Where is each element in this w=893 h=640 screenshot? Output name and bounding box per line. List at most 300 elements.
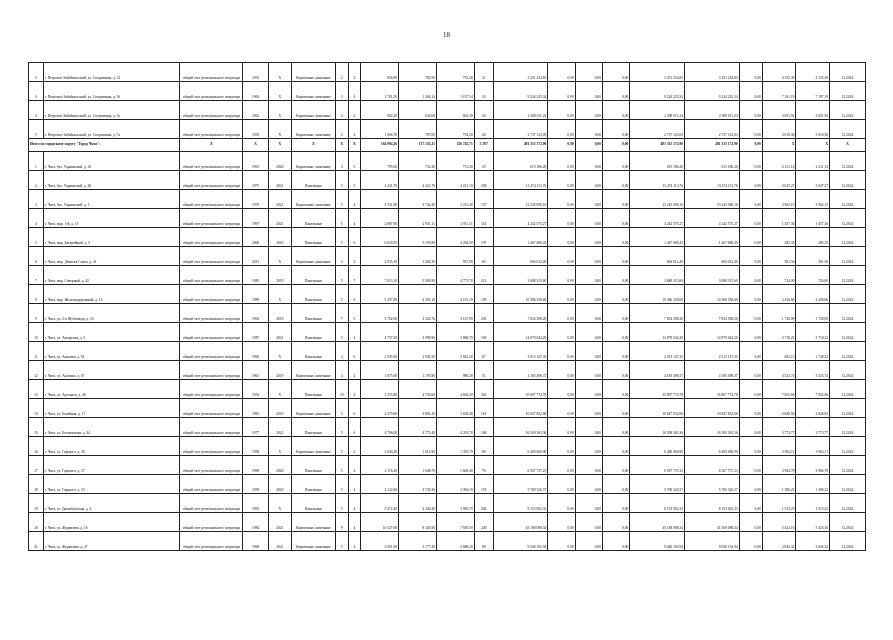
table-cell: 1985 [243, 266, 268, 285]
table-cell: Панельные [291, 228, 335, 247]
table-cell: 3 688 315,60 [630, 266, 685, 285]
table-cell: г. Чита, мкр. Девичья Сопка, д. 41 [43, 247, 180, 266]
table-cell: 0,00 [548, 456, 575, 475]
table-cell: 6 [348, 399, 361, 418]
table-cell: 615 186,20 [493, 152, 548, 171]
table-cell: 0,00 [548, 532, 575, 551]
table-cell: 1 648,70 [399, 456, 437, 475]
table-cell: 11 [29, 342, 44, 361]
table-cell: 4 221,10 [436, 171, 474, 190]
table-cell: 10 847 832,68 [630, 399, 685, 418]
table-cell: 501,56 [796, 247, 830, 266]
table-cell: 0,00 [603, 323, 630, 342]
table-cell: 5 [336, 323, 349, 342]
table-cell: 4 185 498,37 [493, 361, 548, 380]
table-cell: 161 [474, 399, 493, 418]
table-cell: 1955 [243, 120, 268, 139]
table-cell: 2 846,92 [762, 399, 796, 418]
table-cell: 6 567 737,23 [685, 456, 740, 475]
table-cell: 2 116,20 [361, 456, 399, 475]
table-cell: 9 224 225,34 [630, 82, 685, 101]
table-cell: 0,00 [548, 399, 575, 418]
table-cell: 4 [348, 190, 361, 209]
table-cell: 0,00 [603, 475, 630, 494]
table-cell: 3 [29, 82, 44, 101]
table-cell: 0,00 [575, 82, 602, 101]
table-cell: 4 242 575,27 [493, 209, 548, 228]
table-cell: 1 386,22 [796, 475, 830, 494]
table-cell: 4 [348, 494, 361, 513]
table-cell: 3 251 234,83 [685, 63, 740, 82]
table-cell: 197 [474, 228, 493, 247]
table-cell: 1959 [243, 475, 268, 494]
table-cell: 6 400 060,90 [493, 437, 548, 456]
table-cell: 0,00 [739, 285, 762, 304]
table-cell: 2021 [268, 418, 291, 437]
table-row [29, 228, 866, 247]
table-cell: 2020 [268, 152, 291, 171]
table-cell: 1963 [243, 82, 268, 101]
table-cell: 19 [29, 494, 44, 513]
table-cell: 12.2024 [830, 266, 866, 285]
table-cell: 12.2024 [830, 494, 866, 513]
table-cell: 7 [336, 304, 349, 323]
table-cell: 1 781,50 [361, 82, 399, 101]
table-cell: 7 834 508,20 [493, 304, 548, 323]
table-row [29, 494, 866, 513]
table-cell: 13 474 113,76 [685, 171, 740, 190]
table-cell: 1977 [243, 418, 268, 437]
table-cell: 2019 [268, 361, 291, 380]
table-cell: 0,00 [739, 63, 762, 82]
table-cell: 0,00 [548, 513, 575, 532]
table-cell: 682,20 [361, 101, 399, 120]
table-cell: 1994 [243, 304, 268, 323]
table-cell: 2 035,10 [361, 247, 399, 266]
table-cell: 2 [336, 101, 349, 120]
table-cell: 5 [336, 228, 349, 247]
table-cell: 12.2024 [830, 82, 866, 101]
table-cell: общий счет регионального оператора [180, 437, 243, 456]
table-cell: общий счет регионального оператора [180, 247, 243, 266]
table-cell: 3 [336, 247, 349, 266]
table-cell: 1 600,40 [436, 456, 474, 475]
table-cell: 4 122,60 [361, 475, 399, 494]
table-cell: 0,00 [548, 418, 575, 437]
table-cell: 0,00 [739, 120, 762, 139]
table-cell: Панельные [291, 323, 335, 342]
table-cell: 0,00 [603, 120, 630, 139]
table-cell: Х [268, 342, 291, 361]
table-cell: 7 834 508,20 [630, 304, 685, 323]
table-row [29, 171, 866, 190]
table-cell: 0,00 [603, 361, 630, 380]
table-cell: 2021 [268, 513, 291, 532]
table-row [29, 361, 866, 380]
table-cell: 5 335,80 [361, 380, 399, 399]
table-cell: 1960 [243, 342, 268, 361]
table-cell: 7 [348, 266, 361, 285]
table-cell: 1 467 680,45 [493, 228, 548, 247]
table-cell: общий счет регионального оператора [180, 513, 243, 532]
table-cell: 0,00 [575, 152, 602, 171]
table-cell: г. Чита, бул. Украинский, д. 26 [43, 171, 180, 190]
table-cell: Х [268, 120, 291, 139]
table-cell: 12.2024 [830, 285, 866, 304]
table-cell: 190 [474, 285, 493, 304]
table-cell: 12.2024 [830, 247, 866, 266]
table-cell: Кирпичные, каменные [291, 399, 335, 418]
table-cell: 1 728,09 [796, 304, 830, 323]
table-cell: 12.2024 [830, 532, 866, 551]
table-row [29, 513, 866, 532]
table-cell: 1954 [243, 380, 268, 399]
table-cell: 0,00 [739, 139, 762, 152]
table-cell: 0,00 [603, 285, 630, 304]
table-cell: 12.2024 [830, 120, 866, 139]
table-cell: 5 700 326,57 [630, 475, 685, 494]
table-cell: 0,00 [603, 532, 630, 551]
table-cell: 0,00 [739, 171, 762, 190]
table-cell: 0,00 [548, 342, 575, 361]
table-row [29, 247, 866, 266]
table-cell: общий счет регионального оператора [180, 304, 243, 323]
total-label: Итого по городскому округу "Город Чита": [29, 139, 180, 152]
table-cell: Кирпичные, каменные [291, 63, 335, 82]
table-cell: общий счет регионального оператора [180, 361, 243, 380]
table-cell: 4 294,50 [436, 228, 474, 247]
table-cell: общий счет регионального оператора [180, 399, 243, 418]
table-cell: 12.2024 [830, 437, 866, 456]
table-cell: Кирпичные, каменные [291, 247, 335, 266]
table-cell: Панельные [291, 418, 335, 437]
table-cell: 0,00 [603, 63, 630, 82]
table-cell: 3 773,77 [762, 418, 796, 437]
table-cell: Х [336, 139, 349, 152]
table-cell: 753,40 [436, 63, 474, 82]
table-cell: 8 153 002,33 [685, 494, 740, 513]
table-cell: Панельные [291, 304, 335, 323]
table-cell: 2021 [268, 190, 291, 209]
table-cell: 731,40 [399, 152, 437, 171]
table-row [29, 82, 866, 101]
table-cell: 0,00 [603, 342, 630, 361]
table-cell: 3 688 315,60 [493, 266, 548, 285]
table-cell: 1987 [243, 323, 268, 342]
table-cell: 4 155,39 [762, 63, 796, 82]
table-cell: общий счет регионального оператора [180, 266, 243, 285]
table-cell: 0,00 [548, 209, 575, 228]
table-cell: 601,30 [436, 101, 474, 120]
table-cell: Панельные [291, 171, 335, 190]
table-cell: 4 431,70 [361, 171, 399, 190]
table-row [29, 120, 866, 139]
table-cell: 4 [348, 475, 361, 494]
table-cell: 2 436,66 [796, 285, 830, 304]
table-cell: 2 737 123,03 [493, 120, 548, 139]
table-cell: общий счет регионального оператора [180, 323, 243, 342]
table-cell: 21 [474, 63, 493, 82]
table-cell: 13 245 090,16 [630, 190, 685, 209]
table-cell: 16 [29, 437, 44, 456]
table-cell: 9 224 225,34 [685, 82, 740, 101]
table-cell: 0,00 [603, 456, 630, 475]
table-row [29, 209, 866, 228]
table-cell: 0,00 [739, 513, 762, 532]
table-cell: 9 040 192,94 [685, 532, 740, 551]
table-cell: 155 [474, 475, 493, 494]
table-cell: 1 [29, 152, 44, 171]
table-cell: 13 474 113,76 [630, 171, 685, 190]
table-cell: 1981 [243, 399, 268, 418]
table-cell: Х [268, 63, 291, 82]
table-cell: 4 [348, 209, 361, 228]
table-cell: 13 [29, 380, 44, 399]
table-cell: Кирпичные, каменные [291, 152, 335, 171]
table-cell: 2 845,32 [762, 532, 796, 551]
table-cell: 0,00 [575, 342, 602, 361]
table-cell: 164 994,26 [361, 139, 399, 152]
table-cell: 0,00 [575, 266, 602, 285]
table-cell: 0,00 [575, 247, 602, 266]
table-cell: 9 [336, 513, 349, 532]
table-cell: 1 393,70 [436, 437, 474, 456]
table-cell: 1 075,00 [361, 361, 399, 380]
table-cell: 201 [474, 304, 493, 323]
table-cell: 0,00 [548, 190, 575, 209]
table-row [29, 437, 866, 456]
table-cell: 3 [348, 152, 361, 171]
table-cell: 2 845,32 [796, 532, 830, 551]
table-cell: 4 340,40 [399, 494, 437, 513]
table-cell: 0,00 [603, 266, 630, 285]
table-cell: 4 101,10 [436, 285, 474, 304]
table-cell: 0,00 [739, 342, 762, 361]
table-cell: 12.2024 [830, 418, 866, 437]
table-cell: г. Чита, ул. Анохина, д. 67 [43, 361, 180, 380]
table-cell: 3 962,15 [762, 190, 796, 209]
table-row [29, 304, 866, 323]
table-cell: 3 [336, 152, 349, 171]
table-cell: 2000 [243, 228, 268, 247]
table-cell: Х [268, 82, 291, 101]
table-cell: 9 224 225,34 [493, 82, 548, 101]
table-cell: 2021 [268, 209, 291, 228]
table-cell: 1969 [243, 532, 268, 551]
table-cell: 2 [348, 380, 361, 399]
table-cell: 2021 [268, 171, 291, 190]
table-cell: 3 962,11 [796, 437, 830, 456]
table-cell: 2 911,11 [436, 209, 474, 228]
table-cell: 0,00 [603, 139, 630, 152]
table-cell: общий счет регионального оператора [180, 285, 243, 304]
table-cell: 2 737 123,03 [630, 120, 685, 139]
table-cell: 501,56 [762, 247, 796, 266]
table-cell: 2 842,30 [436, 342, 474, 361]
table-cell: 3 773,77 [796, 418, 830, 437]
table-cell: 2020 [268, 456, 291, 475]
table-cell: 0,00 [739, 475, 762, 494]
table-cell: 3 984,78 [796, 456, 830, 475]
table-cell: 3 651,92 [796, 101, 830, 120]
table-cell: Кирпичные, каменные [291, 190, 335, 209]
table-cell: 1 728,09 [762, 304, 796, 323]
table-cell: 2 436,66 [762, 285, 796, 304]
table-cell: 209 [474, 171, 493, 190]
table-cell: 7 052,66 [762, 380, 796, 399]
table-cell: 1997 [243, 209, 268, 228]
table-cell: 2 [348, 120, 361, 139]
table-cell: г. Петровск-Забайкальский, ул. Спортивная, д. 16 [43, 82, 180, 101]
table-cell: г. Чита, ул. Горького, д. 30 [43, 437, 180, 456]
table-cell: 10 [29, 323, 44, 342]
table-cell: 3 718,22 [762, 323, 796, 342]
table-cell: 13 245 090,16 [685, 190, 740, 209]
table-cell: 0,00 [739, 209, 762, 228]
table-cell: 0,00 [575, 304, 602, 323]
table-cell: 2 044,20 [361, 437, 399, 456]
table-cell: Х [268, 437, 291, 456]
table-cell: 285,35 [762, 228, 796, 247]
table-cell: 0,00 [603, 101, 630, 120]
table-row [29, 380, 866, 399]
table-cell: Панельные [291, 380, 335, 399]
table-cell: 3 251 234,83 [630, 63, 685, 82]
table-cell: Панельные [291, 342, 335, 361]
table-cell: 0,00 [739, 304, 762, 323]
table-cell: 0,00 [603, 437, 630, 456]
table-cell: 2019 [268, 266, 291, 285]
table-cell: г. Чита, бул. Украинский, д. 16 [43, 152, 180, 171]
table-cell: 4 604,20 [436, 380, 474, 399]
table-cell: 0,00 [575, 475, 602, 494]
table-cell: 2 211,14 [796, 152, 830, 171]
table-cell: 2 211,14 [762, 152, 796, 171]
table-cell: 35 807 774,78 [630, 380, 685, 399]
table-cell: 980,20 [436, 361, 474, 380]
table-cell: 615 186,20 [685, 152, 740, 171]
table-cell: 0,00 [548, 285, 575, 304]
table-cell: 285,35 [796, 228, 830, 247]
table-row [29, 285, 866, 304]
table-row [29, 532, 866, 551]
table-cell: 2020 [268, 475, 291, 494]
table-cell: 5 [336, 266, 349, 285]
table-cell: 14 879 044,20 [493, 323, 548, 342]
table-cell: 43 [474, 82, 493, 101]
table-cell: 157 [474, 190, 493, 209]
table-cell: 12.2024 [830, 342, 866, 361]
table-cell: 0,00 [603, 152, 630, 171]
table-cell: 2 308 011,24 [630, 101, 685, 120]
table-cell: 7 013,10 [361, 266, 399, 285]
table-cell: 69 [474, 437, 493, 456]
table-cell: 1984 [243, 513, 268, 532]
table-cell: 5 [336, 285, 349, 304]
table-cell: Кирпичные, каменные [291, 437, 335, 456]
table-cell: 14 [29, 399, 44, 418]
table-cell: общий счет регионального оператора [180, 342, 243, 361]
table-cell: 5 [336, 190, 349, 209]
table-cell: 0,00 [575, 494, 602, 513]
table-cell: 0,00 [548, 380, 575, 399]
table-cell: 4 242 575,27 [685, 209, 740, 228]
table-cell: 3 638,40 [436, 399, 474, 418]
table-cell: 724,00 [762, 266, 796, 285]
table-cell: 0,00 [548, 266, 575, 285]
table-cell: 0,00 [548, 247, 575, 266]
table-cell: 2 [348, 63, 361, 82]
table-cell: 5 700 326,57 [685, 475, 740, 494]
table-cell: общий счет регионального оператора [180, 82, 243, 101]
table-cell: 3 965,70 [436, 494, 474, 513]
table-cell: общий счет регионального оператора [180, 120, 243, 139]
table-cell: 4 301,10 [399, 285, 437, 304]
table-cell: г. Чита, ул. Горького, д. 53 [43, 475, 180, 494]
table-cell: 8 [29, 285, 44, 304]
table-cell: г. Чита, мкр. Железнодорожный, д. 14 [43, 285, 180, 304]
table-cell: общий счет регионального оператора [180, 228, 243, 247]
table-cell: 3 801,20 [399, 399, 437, 418]
table-cell: 0,00 [548, 82, 575, 101]
table-cell: 0,00 [739, 190, 762, 209]
table-cell: 12.2024 [830, 190, 866, 209]
table-cell: 957,90 [436, 247, 474, 266]
table-cell: 12.2024 [830, 513, 866, 532]
table-cell: 1 467 680,45 [630, 228, 685, 247]
table-cell: 1961 [243, 152, 268, 171]
table-cell: 4 [29, 209, 44, 228]
table-cell: 481 315 172,90 [685, 139, 740, 152]
table-cell: 3 320,76 [399, 304, 437, 323]
table-cell: 0,00 [548, 361, 575, 380]
table-cell: 4 773,70 [436, 266, 474, 285]
table-cell: общий счет регионального оператора [180, 456, 243, 475]
table-cell: 787,00 [399, 120, 437, 139]
table-cell: 5 193,80 [399, 228, 437, 247]
table-cell: 604 012,49 [493, 247, 548, 266]
table-cell: 17 [29, 456, 44, 475]
table-cell: г. Чита, мкр. 1-й, д. 15 [43, 209, 180, 228]
table-cell: 3 167,90 [436, 304, 474, 323]
table-cell: 13 474 113,76 [493, 171, 548, 190]
table-cell: Х [268, 494, 291, 513]
table-cell: 2 013 147,35 [685, 342, 740, 361]
table-cell: 4 242 575,27 [630, 209, 685, 228]
table-cell: 7 600,50 [436, 513, 474, 532]
table-cell: 212 [474, 266, 493, 285]
table-cell: Х [830, 139, 866, 152]
table-cell: 4 [336, 361, 349, 380]
table-row [29, 342, 866, 361]
table-cell: 12.2024 [830, 475, 866, 494]
table-cell: 3 523,74 [762, 361, 796, 380]
table-cell: Кирпичные, каменные [291, 101, 335, 120]
table-cell: 0,00 [548, 152, 575, 171]
table-cell: 5 [336, 418, 349, 437]
table-cell: 1 264,14 [399, 82, 437, 101]
table-cell: 0,00 [739, 361, 762, 380]
table-cell: 4 [348, 532, 361, 551]
table-cell: 8 153 002,33 [493, 494, 548, 513]
table-cell: 1969 [243, 456, 268, 475]
table-cell: 0,00 [548, 494, 575, 513]
table-cell: 0,00 [575, 190, 602, 209]
table-cell: Кирпичные, каменные [291, 513, 335, 532]
table-cell: 3 501,90 [361, 532, 399, 551]
table-cell: 1961 [243, 361, 268, 380]
table-cell: 65 [474, 247, 493, 266]
